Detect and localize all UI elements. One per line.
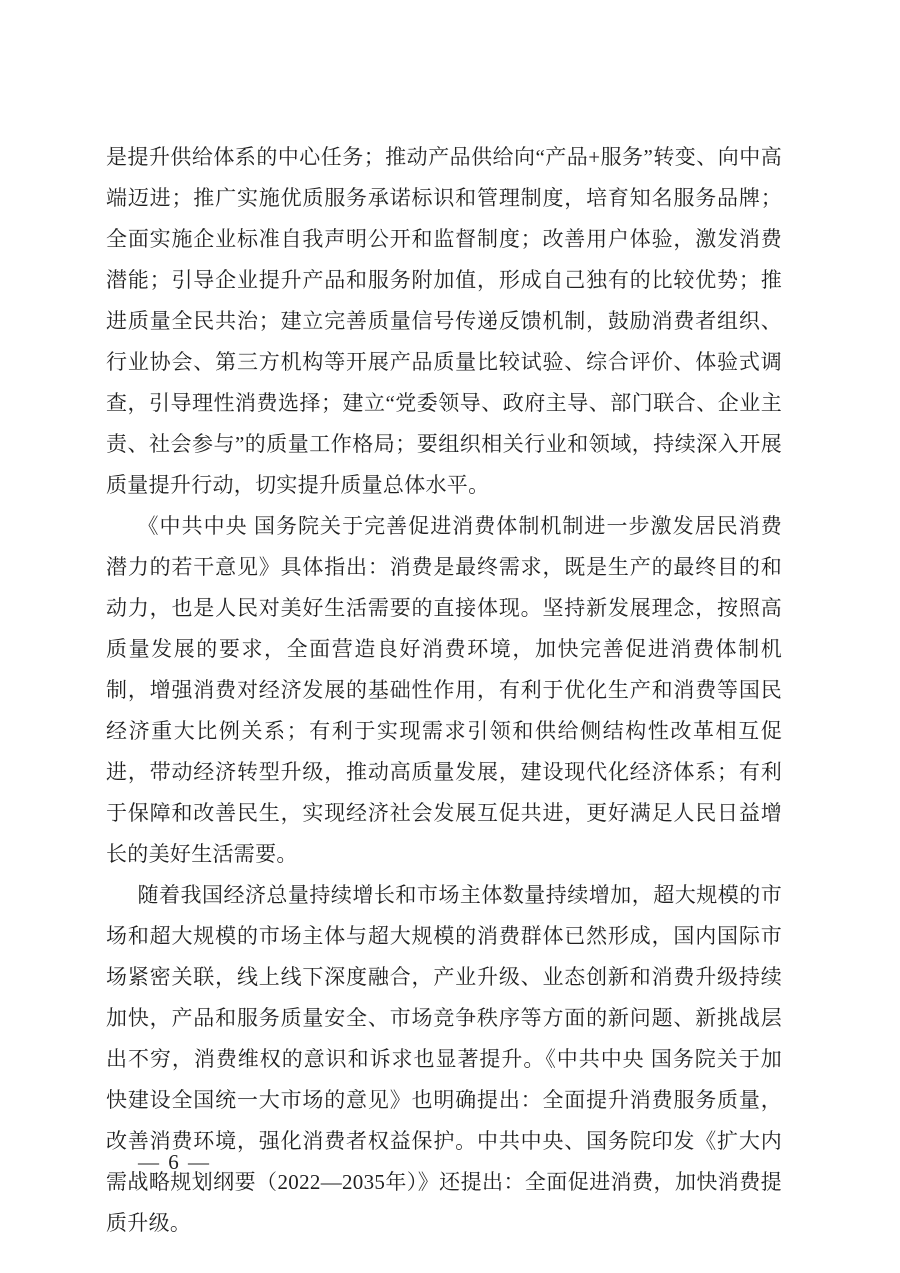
body-text-block	[106, 137, 782, 1244]
paragraph-consumption-opinions: 《中共中央 国务院关于完善促进消费体制机制进一步激发居民消费潜力的若干意见》具体指出：消费是最终需求，既是生产的最终目的和动力，也是人民对美好生活需要的直接体现。坚持新发展理念，按照高质量发展的要求，全面营造良好消费环境，加快完善促进消费体制机制，增强消费对经济发展的基础性作用，有利于优化生产和消费等国民经济重大比例关系；有利于实现需求引领和供给侧结构性改革相互促进，带动经济转型升级，推动高质量发展，建设现代化经济体系；有利于保障和改善民生，实现经济社会发展互促共进，更好满足人民日益增长的美好生活需要。	[106, 514, 782, 866]
paragraph-market-growth: 随着我国经济总量持续增长和市场主体数量持续增加，超大规模的市场和超大规模的市场主体与超大规模的消费群体已然形成，国内国际市场紧密关联，线上线下深度融合，产业升级、业态创新和消费升级持续加快，产品和服务质量安全、市场竞争秩序等方面的新问题、新挑战层出不穷，消费维权的意识和诉求也显著提升。《中共中央 国务院关于加快建设全国统一大市场的意见》也明确提出：全面提升消费服务质量，改善消费环境，强化消费者权益保护。中共中央、国务院印发《扩大内需战略规划纲要（2022—2035年）》还提出：全面促进消费，加快消费提质升级。	[106, 883, 782, 1235]
page-footer	[138, 1146, 211, 1178]
page-number: — 6 —	[138, 1150, 211, 1174]
paragraph-quality-tasks: 是提升供给体系的中心任务；推动产品供给向“产品+服务”转变、向中高端迈进；推广实施优质服务承诺标识和管理制度，培育知名服务品牌；全面实施企业标准自我声明公开和监督制度；改善用户体验，激发消费潜能；引导企业提升产品和服务附加值，形成自己独有的比较优势；推进质量全民共治；建立完善质量信号传递反馈机制，鼓励消费者组织、行业协会、第三方机构等开展产品质量比较试验、综合评价、体验式调查，引导理性消费选择；建立“党委领导、政府主导、部门联合、企业主责、社会参与”的质量工作格局；要组织相关行业和领域，持续深入开展质量提升行动，切实提升质量总体水平。	[106, 145, 782, 497]
